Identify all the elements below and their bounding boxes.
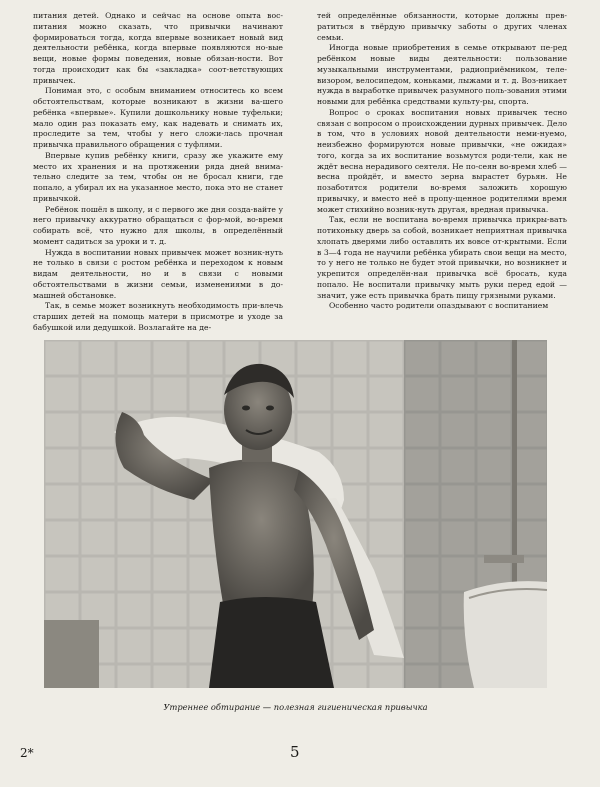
paragraph: Вопрос о сроках воспитания новых привычек тесно связан с вопросом о происхождении дурных привычек. Дело в том, что в условиях новой деятельности неми-нуемо, неизбежно формируются новые привычки, «не ожидая» того, когда за их воспитание возьмутся роди-тели, как не ждёт весна нерадивого сеятеля. Не по-сеян во-время хлеб — весна пройдёт, и вместо зерна вырастет бурьян. Не позаботятся родители во-время заложить хорошую привычку, и вместо неё в пропу-щенное родителями время может стихийно возник-нуть другая, вредная привычка. [317, 107, 567, 214]
photo-caption: Утреннее обтирание — полезная гигиеническая привычка [163, 702, 428, 712]
photo-boy-with-towel [44, 340, 547, 688]
paragraph: Впервые купив ребёнку книги, сразу же укажите ему место их хранения и на протяжении ряда дней внима-тельно следите за тем, чтобы он не бросал книги, где попало, а убирал их на указанное место, пока это не станет привычкой. [33, 150, 283, 203]
paragraph: питания детей. Однако и сейчас на основе опыта вос-питания можно сказать, что привычки начинают формироваться тогда, когда впервые возникает новый вид деятельности ребёнка, когда впервые появляются но-вые вещи, новые формы поведения, новые обязан-ности. Вот тогда происходит как бы «закладка» соот-ветствующих привычек. [33, 11, 283, 85]
paragraph: Так, в семье может возникнуть необходимость при-влечь старших детей на помощь матери в присмотре и уходе за бабушкой или дедушкой. Возлагайте на де- [33, 301, 283, 332]
paragraph: Нужда в воспитании новых привычек может возник-нуть не только в связи с ростом ребёнка и переходом к новым видам деятельности, но и в связи с новыми обстоятельствами в жизни семьи, изменениями в до-машней обстановке. [33, 247, 283, 300]
paragraph: Понимая это, с особым вниманием относитесь ко всем обстоятельствам, которые возникают в жизни ва-шего ребёнка «впервые». Купили дошкольнику новые туфельки; мало один раз показать ему, как надевать и снимать их, проследите за тем, чтобы у него сложи-лась прочная привычка правильного обращения с туфлями. [33, 86, 283, 149]
left-text-column [33, 11, 283, 334]
photo-illustration [44, 340, 547, 688]
paragraph: Ребёнок пошёл в школу, и с первого же дня созда-вайте у него привычку аккуратно обращаться с фор-мой, во-время собирать всё, что нужно для школы, в определённый момент садиться за уроки и т. д. [33, 204, 283, 246]
right-text-column [317, 11, 567, 312]
paragraph: Особенно часто родители опаздывают с воспитанием [329, 301, 549, 311]
paragraph: тей определённые обязанности, которые должны прев-ратиться в твёрдую привычку заботы о других членах семьи. [317, 11, 567, 42]
paragraph: Так, если не воспитана во-время привычка прикры-вать потихоньку дверь за собой, возникает неприятная привычка хлопать дверями либо оставлять их вовсе от-крытыми. Если в 3—4 года не научили ребёнка убирать свои вещи на место, то у него не только не будет этой привычки, но возникнет и укрепится определён-ная привычка всё бросать, куда попало. Не воспитали привычку мыть руки перед едой — значит, уже есть привычка брать пищу грязными руками. [317, 215, 567, 300]
page-number: 5 [290, 743, 300, 761]
paragraph: Иногда новые приобретения в семье открывают пе-ред ребёнком новые виды деятельности: пользование музыкальными инструментами, радиоприёмником, теле-визором, велосипедом, коньками, лыжами и т. д. Воз-никает нужда в выработке привычек разумного поль-зования этими новыми для ребёнка средствами культу-ры, спорта. [317, 43, 567, 106]
signature-mark: 2* [20, 746, 34, 760]
